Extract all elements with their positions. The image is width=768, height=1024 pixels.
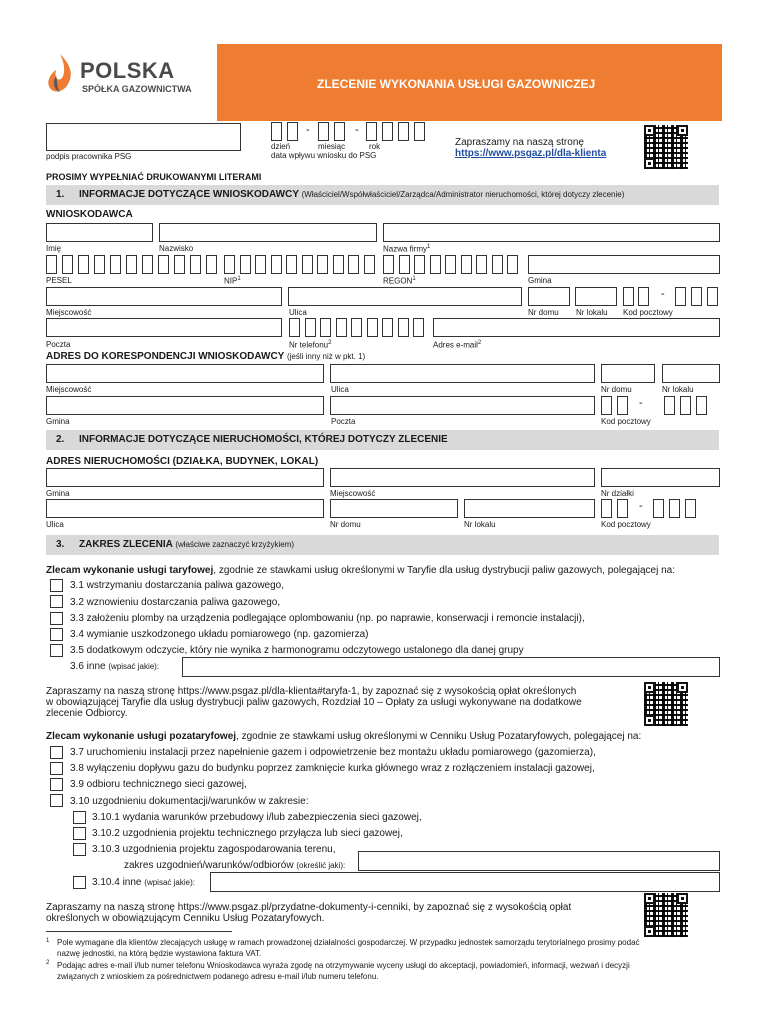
postal-cell[interactable]	[691, 287, 702, 306]
nontariff-intro	[46, 731, 641, 742]
year-label: rok	[369, 142, 381, 151]
property-address-heading: ADRES NIERUCHOMOŚCI (DZIAŁKA, BUDYNEK, LOKAL)	[46, 456, 319, 467]
option-3-6-text: 3.6 inne	[70, 661, 106, 672]
tariff-info-3: zlecenie Odbiorcy.	[46, 708, 128, 719]
street-label: Ulica	[289, 308, 307, 317]
corr-city-input[interactable]	[46, 364, 324, 383]
footnote-divider	[46, 931, 232, 932]
corr-street-input[interactable]	[330, 364, 595, 383]
footnote-2-line-2: związanych z wnioskiem za pośrednictwem podanego adresu e-mail i/lub numeru telefonu.	[57, 972, 379, 981]
pesel-label: PESEL	[46, 276, 72, 285]
pesel-cell[interactable]	[126, 255, 137, 274]
apartment-number-input[interactable]	[575, 287, 617, 306]
phone-cell[interactable]	[382, 318, 393, 337]
house-number-label: Nr domu	[528, 308, 559, 317]
section-note: (właściwe zaznaczyć krzyżykiem)	[175, 540, 294, 549]
option-3-10-4-text: 3.10.4 inne	[92, 877, 142, 888]
footnote-ref: 1	[237, 276, 241, 282]
email-label	[433, 340, 481, 350]
regon-label	[383, 276, 416, 286]
section-number: 1.	[56, 189, 65, 200]
phone-cell[interactable]	[398, 318, 409, 337]
nip-cell[interactable]	[224, 255, 235, 274]
date-day-1[interactable]	[271, 122, 282, 141]
checkbox-3-10-2[interactable]	[73, 827, 86, 840]
tariff-info-2: w obowiązującej Taryfie dla usług dystrybucji paliw gazowych, Rozdział 10 – Opłaty za usługi wykonywane na dodatkowe	[46, 697, 582, 708]
section-note: (Właściciel/Współwłaściciel/Zarządca/Administrator nieruchomości, której dotyczy zlecenie)	[301, 190, 625, 199]
property-street-input[interactable]	[46, 499, 324, 518]
postal-cell[interactable]	[664, 396, 675, 415]
tariff-info-1: Zapraszamy na naszą stronę https://www.psgaz.pl/dla-klienta#taryfa-1, by zapoznać się z wysokością opłat określonych	[46, 686, 577, 697]
section-title: INFORMACJE DOTYCZĄCE NIERUCHOMOŚCI, KTÓREJ DOTYCZY ZLECENIE	[79, 434, 448, 445]
postal-code-label: Kod pocztowy	[623, 308, 673, 317]
option-3-10-2: 3.10.2 uzgodnienia projektu technicznego przyłącza lub sieci gazowej,	[92, 828, 403, 839]
section-title-text: ZAKRES ZLECENIA	[79, 539, 173, 550]
pesel-cell[interactable]	[46, 255, 57, 274]
phone-label	[289, 340, 331, 350]
nontariff-info-1: Zapraszamy na naszą stronę https://www.psgaz.pl/przydatne-dokumenty-i-cenniki, by zapoznać się z wysokością opłat	[46, 902, 572, 913]
postal-separator: -	[639, 397, 643, 409]
postal-cell[interactable]	[696, 396, 707, 415]
nip-cell[interactable]	[333, 255, 344, 274]
option-3-6	[70, 661, 159, 672]
nip-cell[interactable]	[302, 255, 313, 274]
checkbox-3-10-4[interactable]	[73, 876, 86, 889]
scope-label-text: zakres uzgodnień/warunków/odbiorów	[124, 860, 294, 871]
option-3-5: 3.5 dodatkowym odczycie, który nie wynika z harmonogramu odczytowego ustalonego dla danej grupy	[70, 645, 524, 656]
checkbox-3-7[interactable]	[50, 746, 63, 759]
property-apartment-number-input[interactable]	[464, 499, 595, 518]
regon-cell[interactable]	[492, 255, 503, 274]
option-3-6-note: (wpisać jakie):	[108, 662, 160, 671]
property-gmina-label: Gmina	[46, 489, 70, 498]
applicant-heading: WNIOSKODAWCA	[46, 209, 133, 220]
post-office-label: Poczta	[46, 340, 71, 349]
postal-cell[interactable]	[601, 499, 612, 518]
postal-cell[interactable]	[623, 287, 634, 306]
regon-label-text: REGON	[383, 276, 413, 286]
nip-cell[interactable]	[317, 255, 328, 274]
flame-icon	[44, 52, 76, 98]
regon-cell[interactable]	[461, 255, 472, 274]
corr-apartment-number-label: Nr lokalu	[662, 385, 694, 394]
checkbox-3-1[interactable]	[50, 579, 63, 592]
postal-cell[interactable]	[685, 499, 696, 518]
regon-cell[interactable]	[383, 255, 394, 274]
phone-cell[interactable]	[367, 318, 378, 337]
other-3-10-4-input[interactable]	[210, 872, 720, 892]
footnote-1-number: 1	[46, 938, 50, 944]
nip-cell[interactable]	[271, 255, 282, 274]
logo-name: POLSKA	[80, 58, 175, 83]
signature-label: podpis pracownika PSG	[46, 152, 132, 161]
date-year-1[interactable]	[366, 122, 377, 141]
regon-cell[interactable]	[399, 255, 410, 274]
nip-label	[224, 276, 241, 286]
option-3-9: 3.9 odbioru technicznego sieci gazowej,	[70, 779, 247, 790]
tariff-intro-bold: Zlecam wykonanie usługi taryfowej	[46, 565, 214, 576]
nip-cell[interactable]	[348, 255, 359, 274]
property-apartment-number-label: Nr lokalu	[464, 520, 496, 529]
regon-cell[interactable]	[430, 255, 441, 274]
street-input[interactable]	[288, 287, 522, 306]
apartment-number-label: Nr lokalu	[576, 308, 608, 317]
postal-cell[interactable]	[707, 287, 718, 306]
section-2-header	[46, 430, 719, 450]
section-number: 3.	[56, 539, 65, 550]
tariff-intro-rest: , zgodnie ze stawkami usług określonymi w Taryfie dla usług dystrybucji paliw gazowych, polegającej na:	[213, 565, 675, 576]
postal-separator: -	[661, 288, 665, 300]
company-name-input[interactable]	[383, 223, 720, 242]
regon-cell[interactable]	[507, 255, 518, 274]
checkbox-3-9[interactable]	[50, 778, 63, 791]
scope-label	[124, 860, 345, 871]
footnote-2-line-1: Podając adres e-mail i/lub numer telefonu Wnioskodawca wyraża zgodę na otrzymywanie wyceny usługi do akceptacji, powiadomień, informacji, wezwań i decyzji	[57, 961, 630, 970]
section-title	[79, 539, 294, 550]
pesel-cell[interactable]	[94, 255, 105, 274]
pesel-cell[interactable]	[62, 255, 73, 274]
day-label: dzień	[271, 142, 291, 151]
option-3-4: 3.4 wymianie uszkodzonego układu pomiarowego (np. gazomierza)	[70, 629, 369, 640]
date-month-2[interactable]	[334, 122, 345, 141]
postal-cell[interactable]	[617, 396, 628, 415]
pesel-cell[interactable]	[78, 255, 89, 274]
date-separator: -	[306, 124, 310, 136]
phone-cell[interactable]	[320, 318, 331, 337]
pesel-cell[interactable]	[174, 255, 185, 274]
city-input[interactable]	[46, 287, 282, 306]
post-office-input[interactable]	[46, 318, 282, 337]
date-year-3[interactable]	[398, 122, 409, 141]
corr-street-label: Ulica	[331, 385, 349, 394]
option-3-3: 3.3 założeniu plomby na urządzenia podlegające oplombowaniu (np. po naprawie, konserwacji i remoncie instalacji),	[70, 613, 585, 624]
footnote-ref: 1	[427, 244, 431, 250]
footnote-2-number: 2	[46, 960, 50, 966]
regon-cell[interactable]	[445, 255, 456, 274]
option-3-10: 3.10 uzgodnieniu dokumentacji/warunków w zakresie:	[70, 796, 309, 807]
property-house-number-input[interactable]	[330, 499, 458, 518]
checkbox-3-4[interactable]	[50, 628, 63, 641]
email-input[interactable]	[433, 318, 720, 337]
postal-cell[interactable]	[638, 287, 649, 306]
footnote-ref: 1	[412, 276, 416, 282]
option-3-10-4-note: (wpisać jakie):	[144, 878, 195, 887]
first-name-label: Imię	[46, 244, 62, 253]
pesel-cell[interactable]	[206, 255, 217, 274]
nontariff-intro-bold: Zlecam wykonanie usługi pozataryfowej	[46, 731, 237, 742]
correspondence-heading	[46, 351, 365, 362]
title-banner	[217, 44, 722, 121]
phone-cell[interactable]	[289, 318, 300, 337]
section-title-text: INFORMACJE DOTYCZĄCE WNIOSKODAWCY	[79, 189, 299, 200]
last-name-input[interactable]	[159, 223, 377, 242]
checkbox-3-10-1[interactable]	[73, 811, 86, 824]
logo-subtitle: SPÓŁKA GAZOWNICTWA	[82, 84, 192, 94]
checkbox-3-2[interactable]	[50, 595, 63, 608]
corr-gmina-input[interactable]	[46, 396, 324, 415]
gmina-label: Gmina	[528, 276, 552, 285]
scope-label-note: (określić jaki):	[296, 861, 346, 870]
postal-cell[interactable]	[680, 396, 691, 415]
date-month-1[interactable]	[318, 122, 329, 141]
footnote-ref: 2	[328, 340, 332, 346]
option-3-2: 3.2 wznowieniu dostarczania paliwa gazowego,	[70, 597, 281, 608]
footnote-1-line-1: Pole wymagane dla klientów zlecających usługę w ramach prowadzonej działalności gospodarczej. W przypadku jednostek samorządu terytorialnego prosimy podać	[57, 938, 640, 947]
footnote-ref: 2	[477, 340, 482, 346]
invite-text: Zapraszamy na naszą stronę	[455, 137, 584, 148]
footnote-1-line-2: nazwę jednostki, na którą będzie wystawiona faktura VAT.	[57, 949, 262, 958]
date-day-2[interactable]	[287, 122, 298, 141]
phone-cell[interactable]	[305, 318, 316, 337]
pesel-cell[interactable]	[190, 255, 201, 274]
postal-cell[interactable]	[601, 396, 612, 415]
option-3-10-1: 3.10.1 wydania warunków przebudowy i/lub zabezpieczenia sieci gazowej,	[92, 812, 422, 823]
signature-field[interactable]	[46, 123, 241, 151]
postal-cell[interactable]	[669, 499, 680, 518]
corr-house-number-input[interactable]	[601, 364, 655, 383]
property-street-label: Ulica	[46, 520, 64, 529]
phone-label-text: Nr telefonu	[289, 340, 329, 350]
property-postal-code-label: Kod pocztowy	[601, 520, 651, 529]
plot-number-input[interactable]	[601, 468, 720, 487]
pesel-cell[interactable]	[142, 255, 153, 274]
psg-link[interactable]: https://www.psgaz.pl/dla-klienta	[455, 148, 607, 159]
corr-postal-code-label: Kod pocztowy	[601, 417, 651, 426]
phone-cell[interactable]	[413, 318, 424, 337]
scope-input[interactable]	[358, 851, 720, 871]
company-name-label	[383, 244, 430, 254]
pesel-cell[interactable]	[110, 255, 121, 274]
psg-logo	[44, 52, 214, 100]
company-label-text: Nazwa firmy	[383, 244, 428, 254]
postal-separator: -	[639, 500, 643, 512]
date-year-4[interactable]	[414, 122, 425, 141]
corr-house-number-label: Nr domu	[601, 385, 632, 394]
tariff-intro	[46, 565, 675, 576]
section-number: 2.	[56, 434, 65, 445]
block-caps-note: PROSIMY WYPEŁNIAĆ DRUKOWANYMI LITERAMI	[46, 172, 262, 182]
house-number-input[interactable]	[528, 287, 570, 306]
email-label-text: Adres e-mail	[433, 340, 478, 350]
form-title: ZLECENIE WYKONANIA USŁUGI GAZOWNICZEJ	[317, 77, 596, 91]
property-gmina-input[interactable]	[46, 468, 324, 487]
nip-cell[interactable]	[286, 255, 297, 274]
date-label: data wpływu wniosku do PSG	[271, 151, 377, 160]
option-3-10-3: 3.10.3 uzgodnienia projektu zagospodarowania terenu,	[92, 844, 336, 855]
nip-label-text: NIP	[224, 276, 238, 286]
correspondence-title: ADRES DO KORESPONDENCJI WNIOSKODAWCY	[46, 351, 285, 362]
section-3-header	[46, 535, 719, 555]
date-separator: -	[355, 124, 359, 136]
corr-apartment-number-input[interactable]	[662, 364, 720, 383]
postal-cell[interactable]	[653, 499, 664, 518]
plot-number-label: Nr działki	[601, 489, 634, 498]
last-name-label: Nazwisko	[159, 244, 194, 253]
postal-cell[interactable]	[675, 287, 686, 306]
option-3-7: 3.7 uruchomieniu instalacji przez napełnienie gazem i odpowietrzenie bez montażu układu pomiarowego (gazomierza),	[70, 747, 596, 758]
correspondence-note: (jeśli inny niż w pkt. 1)	[286, 352, 366, 361]
property-house-number-label: Nr domu	[330, 520, 361, 529]
checkbox-3-10-3[interactable]	[73, 843, 86, 856]
month-label: miesiąc	[318, 142, 346, 151]
first-name-input[interactable]	[46, 223, 153, 242]
gmina-input[interactable]	[528, 255, 720, 274]
phone-cell[interactable]	[336, 318, 347, 337]
date-year-2[interactable]	[382, 122, 393, 141]
checkbox-3-3[interactable]	[50, 612, 63, 625]
nontariff-info-2: określonych w obowiązującym Cenniku Usług Pozataryfowych.	[46, 913, 325, 924]
corr-post-office-input[interactable]	[330, 396, 595, 415]
property-city-input[interactable]	[330, 468, 595, 487]
qr-code-icon	[644, 125, 688, 169]
option-3-8: 3.8 wyłączeniu dopływu gazu do budynku poprzez zamknięcie kurka głównego wraz z rozłączeniem instalacji gazowej,	[70, 763, 595, 774]
corr-post-office-label: Poczta	[331, 417, 356, 426]
other-3-6-input[interactable]	[182, 657, 720, 677]
property-city-label: Miejscowość	[330, 489, 376, 498]
option-3-1: 3.1 wstrzymaniu dostarczania paliwa gazowego,	[70, 580, 284, 591]
option-3-10-4	[92, 877, 195, 888]
corr-gmina-label: Gmina	[46, 417, 70, 426]
nip-cell[interactable]	[364, 255, 375, 274]
nontariff-intro-rest: , zgodnie ze stawkami usług określonymi w Cenniku Usług Pozataryfowych, polegającej na:	[236, 731, 642, 742]
section-1-header	[46, 185, 719, 205]
section-title	[79, 189, 624, 200]
qr-code-icon	[644, 893, 688, 937]
qr-code-icon	[644, 682, 688, 726]
regon-cell[interactable]	[476, 255, 487, 274]
corr-city-label: Miejscowość	[46, 385, 92, 394]
checkbox-3-5[interactable]	[50, 644, 63, 657]
checkbox-3-10[interactable]	[50, 794, 63, 807]
postal-cell[interactable]	[617, 499, 628, 518]
checkbox-3-8[interactable]	[50, 762, 63, 775]
nip-cell[interactable]	[255, 255, 266, 274]
regon-cell[interactable]	[414, 255, 425, 274]
city-label: Miejscowość	[46, 308, 92, 317]
phone-cell[interactable]	[351, 318, 362, 337]
pesel-cell[interactable]	[158, 255, 169, 274]
nip-cell[interactable]	[240, 255, 251, 274]
